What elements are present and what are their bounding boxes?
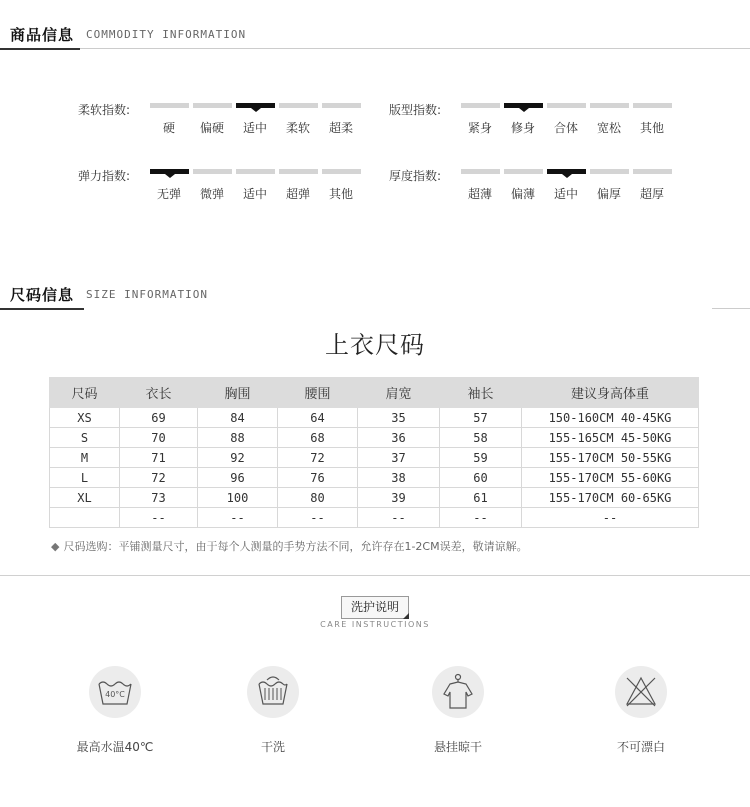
- table-cell: 155-170CM 60-65KG: [522, 488, 699, 508]
- size-note: [51, 538, 528, 554]
- size-table: [49, 377, 699, 528]
- table-cell: L: [50, 468, 120, 488]
- hang-dry-icon: [432, 666, 484, 718]
- rating-label: 版型指数:: [389, 103, 442, 117]
- dry-clean-icon: [247, 666, 299, 718]
- table-row: [50, 488, 699, 508]
- rating-segment: [193, 103, 232, 108]
- rating-segment: [461, 103, 500, 108]
- care-label-dry-clean: 干洗: [260, 740, 285, 754]
- table-cell: 57: [440, 408, 522, 428]
- rating-segment: [547, 103, 586, 108]
- rating-segment: [461, 169, 500, 174]
- column-header: 建议身高体重: [522, 378, 699, 408]
- diamond-icon: ◆: [51, 540, 60, 553]
- rating-option: 其他: [328, 187, 353, 201]
- table-cell: 155-170CM 55-60KG: [522, 468, 699, 488]
- column-header: 袖长: [440, 378, 522, 408]
- size-note-text: 尺码选购：平铺测量尺寸，由于每个人测量的手势方法不同，允许存在1-2CM误差，敬请谅解。: [63, 540, 528, 553]
- column-header: 衣长: [120, 378, 198, 408]
- table-cell: XL: [50, 488, 120, 508]
- rating-segment-selected: [504, 103, 543, 108]
- table-cell: 68: [278, 428, 358, 448]
- table-cell: 76: [278, 468, 358, 488]
- table-cell: 39: [358, 488, 440, 508]
- table-cell: 38: [358, 468, 440, 488]
- table-cell: S: [50, 428, 120, 448]
- table-cell: 80: [278, 488, 358, 508]
- column-header: 尺码: [50, 378, 120, 408]
- column-header: 腰围: [278, 378, 358, 408]
- rating-segment-selected: [547, 169, 586, 174]
- commodity-section-header: [0, 24, 750, 52]
- rating-label: 柔软指数:: [78, 103, 131, 117]
- rating-option: 无弹: [156, 187, 181, 201]
- table-cell: --: [120, 508, 198, 528]
- table-cell: 96: [198, 468, 278, 488]
- rating-option: 修身: [510, 121, 535, 135]
- section-divider: [0, 575, 750, 576]
- table-cell: 35: [358, 408, 440, 428]
- rating-option: 超薄: [467, 187, 492, 201]
- rating-label: 弹力指数:: [78, 169, 131, 183]
- rating-option: 合体: [553, 121, 578, 135]
- size-underline: [0, 308, 84, 310]
- table-cell: 70: [120, 428, 198, 448]
- commodity-divider: [80, 48, 750, 49]
- table-row: [50, 428, 699, 448]
- rating-label: 厚度指数:: [389, 169, 442, 183]
- rating-option: 适中: [242, 121, 267, 135]
- table-cell: 100: [198, 488, 278, 508]
- care-label-no-bleach: 不可漂白: [616, 740, 665, 754]
- rating-segment: [236, 169, 275, 174]
- rating-option: 偏厚: [596, 187, 621, 201]
- rating-segment: [279, 103, 318, 108]
- care-title: 洗护说明: [350, 600, 399, 614]
- rating-segment: [633, 169, 672, 174]
- table-cell: 72: [278, 448, 358, 468]
- table-row: [50, 448, 699, 468]
- rating-segment-selected: [236, 103, 275, 108]
- rating-option: 宽松: [596, 121, 621, 135]
- rating-option: 柔软: [285, 121, 310, 135]
- rating-segment: [193, 169, 232, 174]
- table-cell: 73: [120, 488, 198, 508]
- rating-segment: [322, 169, 361, 174]
- rating-segment: [504, 169, 543, 174]
- size-title: 尺码信息: [10, 286, 75, 304]
- table-cell: --: [278, 508, 358, 528]
- table-cell: 88: [198, 428, 278, 448]
- rating-option: 其他: [639, 121, 664, 135]
- care-label-hang-dry: 悬挂晾干: [433, 740, 482, 754]
- table-cell: M: [50, 448, 120, 468]
- table-cell: 71: [120, 448, 198, 468]
- care-title-badge: [341, 596, 409, 619]
- size-title-en: SIZE INFORMATION: [86, 288, 208, 301]
- table-cell: XS: [50, 408, 120, 428]
- rating-option: 微弹: [199, 187, 224, 201]
- table-cell: --: [358, 508, 440, 528]
- rating-segment-selected: [150, 169, 189, 174]
- table-title: 上衣尺码: [325, 331, 425, 359]
- table-cell: 60: [440, 468, 522, 488]
- rating-option: 紧身: [467, 121, 492, 135]
- rating-segment: [590, 103, 629, 108]
- table-cell: 58: [440, 428, 522, 448]
- table-cell: 59: [440, 448, 522, 468]
- rating-option: 适中: [553, 187, 578, 201]
- table-cell: 37: [358, 448, 440, 468]
- table-cell: [50, 508, 120, 528]
- rating-option: 超厚: [639, 187, 664, 201]
- size-section-header: [0, 284, 750, 312]
- table-cell: 64: [278, 408, 358, 428]
- no-bleach-icon: [615, 666, 667, 718]
- commodity-underline: [0, 48, 80, 50]
- table-cell: 36: [358, 428, 440, 448]
- rating-option: 硬: [162, 121, 175, 135]
- rating-option: 偏薄: [510, 187, 535, 201]
- wash-temp-text: 40°C: [105, 690, 125, 699]
- care-label-wash: 最高水温40℃: [76, 740, 154, 754]
- care-title-en: CARE INSTRUCTIONS: [320, 620, 430, 629]
- column-header: 胸围: [198, 378, 278, 408]
- rating-option: 超柔: [328, 121, 353, 135]
- commodity-title-en: COMMODITY INFORMATION: [86, 28, 247, 41]
- table-cell: 92: [198, 448, 278, 468]
- wash-40c-icon: [89, 666, 141, 718]
- rating-segment: [322, 103, 361, 108]
- table-cell: --: [522, 508, 699, 528]
- table-cell: 61: [440, 488, 522, 508]
- rating-segment: [590, 169, 629, 174]
- commodity-title: 商品信息: [10, 26, 75, 44]
- size-table-header: [50, 378, 699, 408]
- rating-option: 超弹: [285, 187, 310, 201]
- table-cell: 155-165CM 45-50KG: [522, 428, 699, 448]
- table-cell: 72: [120, 468, 198, 488]
- table-cell: --: [198, 508, 278, 528]
- table-row: [50, 408, 699, 428]
- table-row: [50, 508, 699, 528]
- column-header: 肩宽: [358, 378, 440, 408]
- table-cell: 155-170CM 50-55KG: [522, 448, 699, 468]
- table-cell: 150-160CM 40-45KG: [522, 408, 699, 428]
- rating-segment: [150, 103, 189, 108]
- rating-option: 偏硬: [199, 121, 224, 135]
- size-divider: [712, 308, 750, 309]
- table-cell: 84: [198, 408, 278, 428]
- table-row: [50, 468, 699, 488]
- rating-segment: [279, 169, 318, 174]
- table-cell: 69: [120, 408, 198, 428]
- table-cell: --: [440, 508, 522, 528]
- rating-segment: [633, 103, 672, 108]
- rating-option: 适中: [242, 187, 267, 201]
